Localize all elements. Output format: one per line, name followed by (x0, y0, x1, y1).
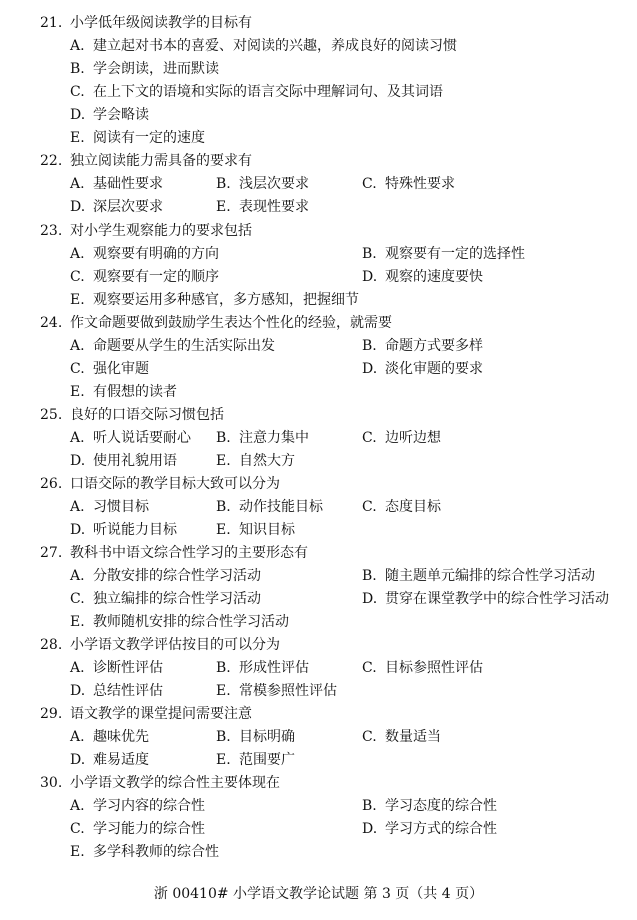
option-label: B. (70, 61, 85, 77)
option-label: C. (70, 361, 85, 377)
option-text: 表现性要求 (239, 199, 309, 215)
question-stem: 教科书中语文综合性学习的主要形态有 (70, 545, 308, 561)
question-number: 29. (40, 706, 63, 722)
option-text: 听说能力目标 (93, 522, 177, 538)
option-text: 学习方式的综合性 (385, 821, 497, 837)
option-label: E. (216, 199, 231, 215)
option-e (70, 289, 359, 312)
option-label: B. (362, 798, 377, 814)
question-stem: 作文命题要做到鼓励学生表达个性化的经验，就需要 (70, 315, 392, 331)
option-text: 深层次要求 (93, 199, 163, 215)
question-stem: 语文教学的课堂提问需要注意 (70, 706, 252, 722)
option-label: E. (70, 130, 85, 146)
option-a (70, 795, 205, 818)
question-number: 30. (40, 775, 63, 791)
option-text: 观察要有一定的顺序 (93, 269, 219, 285)
option-label: B. (362, 568, 377, 584)
question-stem: 小学语文教学评估按目的可以分为 (70, 637, 280, 653)
option-a (70, 427, 191, 450)
option-label: C. (70, 821, 85, 837)
option-label: E. (70, 614, 85, 630)
option-b (362, 795, 497, 818)
option-label: B. (216, 729, 231, 745)
option-label: A. (70, 246, 85, 262)
option-e (70, 611, 289, 634)
option-text: 学习能力的综合性 (93, 821, 205, 837)
option-label: C. (70, 269, 85, 285)
question-30 (0, 772, 637, 872)
option-text: 观察要运用多种感官，多方感知，把握细节 (93, 292, 359, 308)
option-a (70, 243, 219, 266)
option-text: 观察要有一定的选择性 (385, 246, 525, 262)
option-c (70, 266, 219, 289)
option-label: C. (362, 729, 377, 745)
option-label: B. (216, 499, 231, 515)
option-c (362, 726, 441, 749)
option-text: 使用礼貌用语 (93, 453, 177, 469)
question-24 (0, 312, 637, 412)
option-text: 学会朗读，进而默读 (93, 61, 219, 77)
option-label: C. (362, 499, 377, 515)
option-label: B. (362, 338, 377, 354)
option-text: 学习内容的综合性 (93, 798, 205, 814)
option-label: D. (70, 752, 86, 768)
option-text: 基础性要求 (93, 176, 163, 192)
question-stem: 口语交际的教学目标大致可以分为 (70, 476, 280, 492)
option-c (70, 588, 261, 611)
option-text: 有假想的读者 (93, 384, 177, 400)
option-label: D. (362, 269, 378, 285)
option-label: A. (70, 176, 85, 192)
option-e (216, 680, 337, 703)
option-label: E. (70, 292, 85, 308)
option-text: 学习态度的综合性 (385, 798, 497, 814)
option-e (216, 749, 295, 772)
option-a (70, 657, 163, 680)
question-stem: 独立阅读能力需具备的要求有 (70, 153, 252, 169)
option-text: 听人说话要耐心 (93, 430, 191, 446)
option-d (70, 680, 163, 703)
option-label: D. (362, 591, 378, 607)
option-c (362, 496, 441, 519)
option-text: 淡化审题的要求 (385, 361, 483, 377)
option-d (70, 450, 177, 473)
option-label: A. (70, 338, 85, 354)
option-d (70, 749, 149, 772)
option-b (216, 726, 295, 749)
option-b (362, 335, 483, 358)
option-text: 目标参照性评估 (385, 660, 483, 676)
option-text: 动作技能目标 (239, 499, 323, 515)
option-text: 强化审题 (93, 361, 149, 377)
option-text: 难易适度 (93, 752, 149, 768)
option-label: E. (216, 752, 231, 768)
option-text: 阅读有一定的速度 (93, 130, 205, 146)
option-text: 命题要从学生的生活实际出发 (93, 338, 275, 354)
question-23 (0, 220, 637, 320)
option-d (362, 818, 497, 841)
option-a (70, 565, 261, 588)
option-label: B. (216, 660, 231, 676)
option-b (362, 565, 595, 588)
option-label: C. (362, 660, 377, 676)
question-number: 21. (40, 15, 63, 31)
option-b (216, 657, 309, 680)
option-label: E. (70, 844, 85, 860)
option-label: D. (70, 453, 86, 469)
option-text: 目标明确 (239, 729, 295, 745)
option-text: 多学科教师的综合性 (93, 844, 219, 860)
question-number: 27. (40, 545, 63, 561)
option-text: 观察要有明确的方向 (93, 246, 219, 262)
question-number: 25. (40, 407, 63, 423)
option-c (70, 818, 205, 841)
option-b (70, 58, 219, 81)
page-footer: 浙 00410# 小学语文教学论试题 第 3 页（共 4 页） (153, 886, 484, 902)
option-e (70, 841, 219, 864)
question-number: 24. (40, 315, 63, 331)
option-text: 浅层次要求 (239, 176, 309, 192)
option-text: 注意力集中 (239, 430, 309, 446)
option-text: 总结性评估 (93, 683, 163, 699)
option-d (70, 196, 163, 219)
option-text: 学会略读 (93, 107, 149, 123)
option-d (362, 588, 609, 611)
option-d (70, 104, 149, 127)
option-a (70, 173, 163, 196)
option-e (216, 450, 295, 473)
option-text: 贯穿在课堂教学中的综合性学习活动 (385, 591, 609, 607)
option-text: 建立起对书本的喜爱、对阅读的兴趣，养成良好的阅读习惯 (93, 38, 457, 54)
question-27 (0, 542, 637, 642)
option-label: A. (70, 798, 85, 814)
option-label: D. (70, 683, 86, 699)
option-label: A. (70, 729, 85, 745)
option-a (70, 496, 149, 519)
option-a (70, 335, 275, 358)
option-label: E. (70, 384, 85, 400)
option-text: 边听边想 (385, 430, 441, 446)
option-label: D. (70, 107, 86, 123)
option-text: 形成性评估 (239, 660, 309, 676)
option-b (216, 427, 309, 450)
question-stem: 对小学生观察能力的要求包括 (70, 223, 252, 239)
option-label: A. (70, 568, 85, 584)
option-e (70, 381, 177, 404)
option-text: 在上下文的语境和实际的语言交际中理解词句、及其词语 (93, 84, 443, 100)
option-c (362, 173, 455, 196)
option-label: C. (362, 176, 377, 192)
option-c (70, 358, 149, 381)
option-text: 分散安排的综合性学习活动 (93, 568, 261, 584)
option-label: D. (362, 361, 378, 377)
option-label: B. (216, 176, 231, 192)
option-label: B. (216, 430, 231, 446)
option-b (216, 173, 309, 196)
option-text: 趣味优先 (93, 729, 149, 745)
option-b (362, 243, 525, 266)
option-label: C. (70, 84, 85, 100)
question-number: 26. (40, 476, 63, 492)
option-text: 观察的速度要快 (385, 269, 483, 285)
option-label: E. (216, 522, 231, 538)
option-label: D. (362, 821, 378, 837)
question-stem: 小学低年级阅读教学的目标有 (70, 15, 252, 31)
option-text: 知识目标 (239, 522, 295, 538)
option-label: C. (362, 430, 377, 446)
option-text: 数量适当 (385, 729, 441, 745)
option-d (70, 519, 177, 542)
option-label: D. (70, 522, 86, 538)
option-a (70, 726, 149, 749)
question-stem: 良好的口语交际习惯包括 (70, 407, 224, 423)
option-label: A. (70, 499, 85, 515)
question-21 (0, 12, 637, 146)
option-label: E. (216, 453, 231, 469)
option-d (362, 266, 483, 289)
option-label: A. (70, 430, 85, 446)
option-text: 自然大方 (239, 453, 295, 469)
option-e (70, 127, 205, 150)
option-c (362, 657, 483, 680)
option-label: E. (216, 683, 231, 699)
option-e (216, 519, 295, 542)
option-text: 态度目标 (385, 499, 441, 515)
question-number: 28. (40, 637, 63, 653)
option-label: D. (70, 199, 86, 215)
option-label: C. (70, 591, 85, 607)
option-text: 教师随机安排的综合性学习活动 (93, 614, 289, 630)
question-number: 22. (40, 153, 63, 169)
option-d (362, 358, 483, 381)
option-b (216, 496, 323, 519)
option-text: 诊断性评估 (93, 660, 163, 676)
option-text: 特殊性要求 (385, 176, 455, 192)
option-e (216, 196, 309, 219)
option-label: B. (362, 246, 377, 262)
option-text: 独立编排的综合性学习活动 (93, 591, 261, 607)
option-a (70, 35, 457, 58)
question-stem: 小学语文教学的综合性主要体现在 (70, 775, 280, 791)
question-number: 23. (40, 223, 63, 239)
option-text: 范围要广 (239, 752, 295, 768)
option-text: 习惯目标 (93, 499, 149, 515)
option-text: 常模参照性评估 (239, 683, 337, 699)
option-label: A. (70, 38, 85, 54)
option-label: A. (70, 660, 85, 676)
option-c (70, 81, 443, 104)
option-c (362, 427, 441, 450)
option-text: 随主题单元编排的综合性学习活动 (385, 568, 595, 584)
option-text: 命题方式要多样 (385, 338, 483, 354)
